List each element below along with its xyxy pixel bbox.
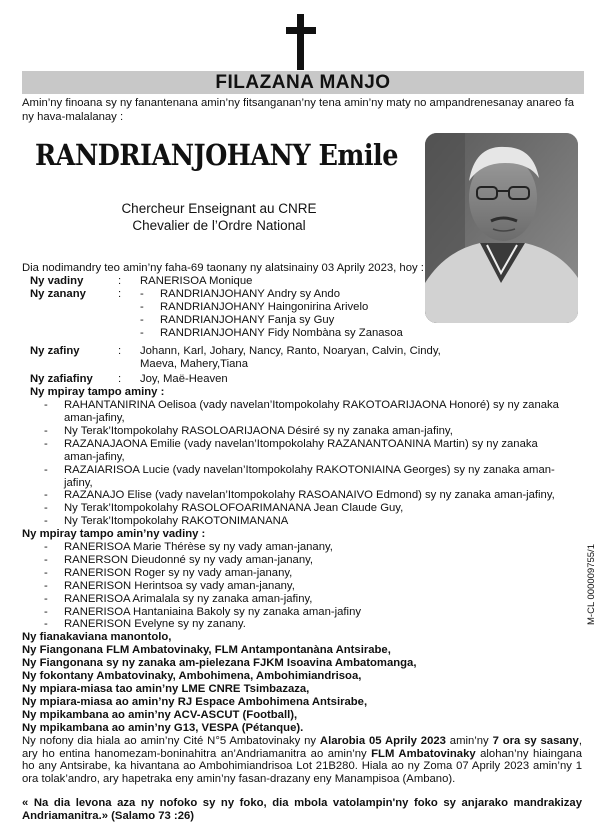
family-children xyxy=(22,288,582,340)
list-item: Ny Fiangonana FLM Ambatovinaky, FLM Antampontanàna Antsirabe, xyxy=(22,644,391,657)
spouse-siblings-list xyxy=(22,541,582,631)
great-grandchildren-value: Joy, Maë-Heaven xyxy=(140,373,228,386)
deceased-titles xyxy=(90,200,348,234)
spouse-value: RANERISOA Monique xyxy=(140,274,253,287)
list-item: Ny mpiara-miasa tao amin’ny LME CNRE Tsimbazaza, xyxy=(22,683,310,695)
list-item: - RANDRIANJOHANY Haingonirina Arivelo xyxy=(140,300,369,313)
list-item: - RAZANAJO Elise (vady navelan’Itompokolahy RASOANAIVO Edmond) sy ny zanaka aman-jafiny, xyxy=(44,489,572,502)
family-great-grandchildren xyxy=(22,373,582,386)
bible-quote: « Na dia levona aza ny nofoko sy ny foko, dia mbola vatolampin'ny foko sy anjarako mandrakizay Andriamanitra.» (Salamo 73 :26) xyxy=(22,797,582,823)
spouse-label: Ny vadiny xyxy=(30,274,84,287)
list-item: Ny mpiara-miasa ao amin’ny RJ Espace Ambohimena Antsirabe, xyxy=(22,695,368,708)
list-item: - RANERSON Dieudonné sy ny vady aman-janany, xyxy=(44,554,550,567)
spouse-colon: : xyxy=(118,274,122,287)
family-spouse xyxy=(22,275,582,288)
funeral-details: Ny nofony dia hiala ao amin’ny Cité N°5 Ambatovinaky ny Alarobia 05 Aprily 2023 amin’ny 7 ora sy sasany, ary ho entina hanomezam-boninahitra an’Andriamanitra ao amin’ny FLM Ambatovinaky alohan’ny hiaingana ho any Antsirabe, ka hivantana ao Ambohimiandrisoa Lot 21B280. Hiala ao ny Zoma 07 Aprily 2023 amin’ny 1 ora tolak’andro, ary hapetraka eny amin’ny fasan-drazany eny Manampisoa (Ambano). xyxy=(22,734,582,786)
death-announcement: Dia nodimandry teo amin’ny faha-69 taonany ny alatsinainy 03 Aprily 2023, hoy : xyxy=(22,262,424,274)
spouse-siblings-heading: Ny mpiray tampo amin’ny vadiny : xyxy=(22,528,206,541)
grandchildren-label: Ny zafiny xyxy=(30,345,80,358)
deceased-name: RANDRIANJOHANY Emile xyxy=(35,138,398,172)
list-item: - RANDRIANJOHANY Fanja sy Guy xyxy=(140,313,335,326)
notice-title: FILAZANA MANJO xyxy=(22,71,584,94)
list-item: - RANDRIANJOHANY Andry sy Ando xyxy=(140,287,340,300)
list-item: Ny mpikambana ao amin’ny ACV-ASCUT (Football), xyxy=(22,708,298,721)
family-grandchildren xyxy=(22,345,582,371)
organizations-list xyxy=(22,631,582,734)
grandchildren-value: Johann, Karl, Johary, Nancy, Ranto, Noaryan, Calvin, Cindy, Maeva, Mahery,Tiana xyxy=(140,345,441,371)
list-item: Ny fianakaviana manontolo, xyxy=(22,631,172,644)
list-item: - Ny Terak’Itompokolahy RAKOTONIMANANA xyxy=(44,515,572,528)
great-grandchildren-label: Ny zafiafiny xyxy=(30,373,93,386)
cross-icon xyxy=(286,14,316,70)
list-item: - Ny Terak’Itompokolahy RASOLOARIJAONA Désiré sy ny zanaka aman-jafiny, xyxy=(44,425,572,438)
children-label: Ny zanany xyxy=(30,287,86,300)
list-item: - RAZAIARISOA Lucie (vady navelan’Itompokolahy RAKOTONIAINA Georges) sy ny zanaka aman-jafiny, xyxy=(44,464,572,490)
siblings-heading: Ny mpiray tampo aminy : xyxy=(30,386,165,399)
list-item: - RAHANTANIRINA Oelisoa (vady navelan’Itompokolahy RAKOTOARIJAONA Honoré) sy ny zanaka aman-jafiny, xyxy=(44,399,572,425)
list-item: - RANERISON Roger sy ny vady aman-janany, xyxy=(44,567,550,580)
list-item: - RANERISON Evelyne sy ny zanany. xyxy=(44,618,550,631)
list-item: - RANERISON Herintsoa sy vady aman-janany, xyxy=(44,580,550,593)
list-item: - RAZANAJAONA Emilie (vady navelan’Itompokolahy RAZANANTOANINA Martin) sy ny zanaka aman-jafiny, xyxy=(44,438,572,464)
list-item: - Ny Terak’Itompokolahy RASOLOFOARIMANANA Jean Claude Guy, xyxy=(44,502,572,515)
children-colon: : xyxy=(118,287,122,300)
list-item: - RANERISOA Marie Thérèse sy ny vady aman-janany, xyxy=(44,541,550,554)
children-list xyxy=(140,288,582,340)
list-item: Ny mpikambana ao amin’ny G13, VESPA (Pétanque). xyxy=(22,721,304,734)
great-grandchildren-colon: : xyxy=(118,373,122,386)
deceased-title-2: Chevalier de l’Ordre National xyxy=(132,218,306,233)
reference-code: M-CL 000009755/1 xyxy=(586,544,597,625)
intro-text: Amin’ny finoana sy ny fanantenana amin’ny fitsanganan’ny tena amin’ny maty no ampandrenesanay anareo fa ny hava-malalanay : xyxy=(22,97,575,123)
siblings-list xyxy=(22,399,582,528)
list-item: - RANERISOA Hantaniaina Bakoly sy ny zanaka aman-jafiny xyxy=(44,606,550,619)
list-item: Ny fokontany Ambatovinaky, Ambohimena, Ambohimiandrisoa, xyxy=(22,670,362,683)
list-item: - RANERISOA Arimalala sy ny zanaka aman-jafiny, xyxy=(44,593,550,606)
notice-body xyxy=(22,262,582,823)
list-item: Ny Fiangonana sy ny zanaka am-pielezana FJKM Isoavina Ambatomanga, xyxy=(22,657,417,670)
grandchildren-colon: : xyxy=(118,345,122,358)
list-item: - RANDRIANJOHANY Fidy Nombàna sy Zanasoa xyxy=(140,326,403,339)
deceased-title-1: Chercheur Enseignant au CNRE xyxy=(121,201,317,216)
